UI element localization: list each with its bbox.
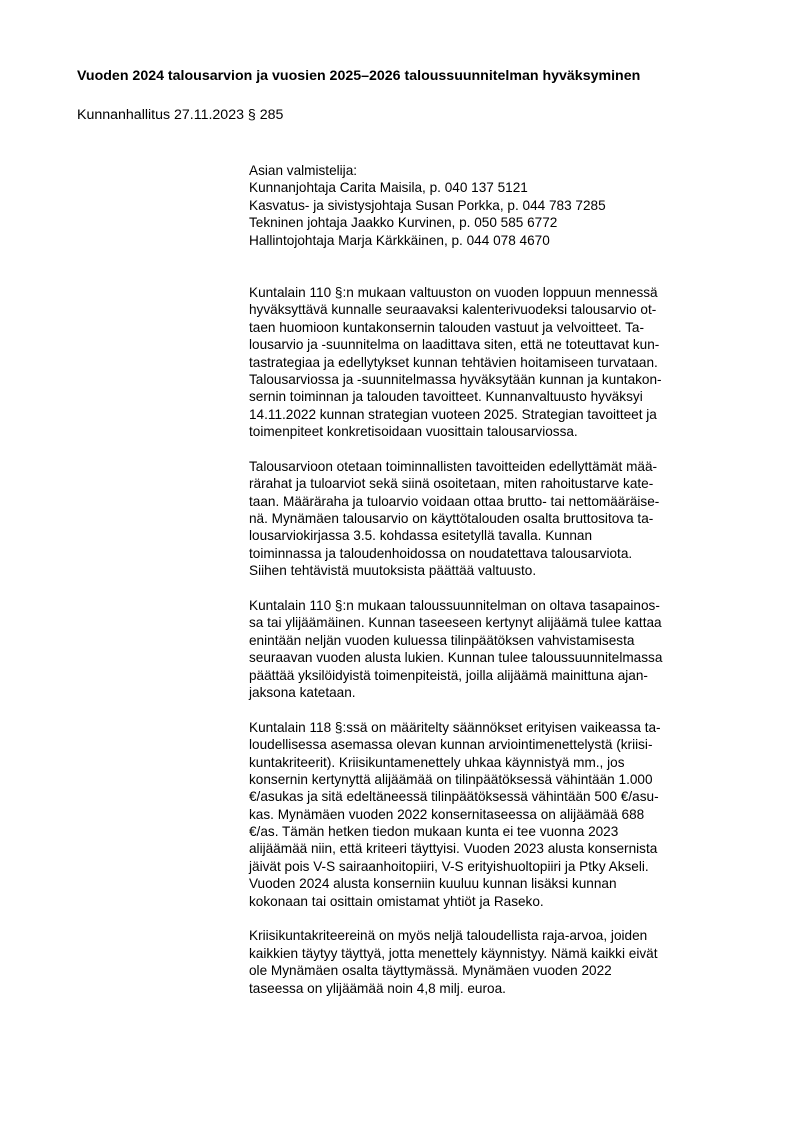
text-line: kaikkien täytyy täyttyä, jotta menettely käynnistyy. Nämä kaikki eivät xyxy=(249,945,658,961)
text-line: Vuoden 2024 alusta konserniin kuuluu kunnan lisäksi kunnan xyxy=(249,876,617,892)
spacer xyxy=(249,249,749,284)
text-line: enintään neljän vuoden kuluessa tilinpäätöksen vahvistamisesta xyxy=(249,632,635,648)
paragraph-balance xyxy=(249,597,749,701)
document-body xyxy=(249,162,749,997)
paragraph-financial-limits xyxy=(249,927,749,997)
paragraph-appropriations xyxy=(249,458,749,580)
text-line: konsernin kertynyttä alijäämää on tilinpäätöksessä vähintään 1.000 xyxy=(249,771,653,787)
preparers-heading: Asian valmistelija: xyxy=(249,163,358,178)
document-title: Vuoden 2024 talousarvion ja vuosien 2025–2026 taloussuunnitelman hyväksyminen xyxy=(77,68,641,84)
text-line: 14.11.2022 kunnan strategian vuoteen 2025. Strategian tavoitteet ja xyxy=(249,406,657,422)
paragraph-budget-obligation xyxy=(249,284,749,441)
text-line: kas. Mynämäen vuoden 2022 konsernitaseessa on alijäämää 688 xyxy=(249,806,645,822)
text-line: lousarviokirjassa 3.5. kohdassa esitetyllä tavalla. Kunnan xyxy=(249,528,593,544)
text-line: kuntakriteerit). Kriisikuntamenettely uhkaa käynnistyä mm., jos xyxy=(249,754,625,770)
text-line: taen huomioon kuntakonsernin talouden vastuut ja velvoitteet. Ta- xyxy=(249,319,644,335)
text-line: kokonaan tai osittain omistamat yhtiöt ja Raseko. xyxy=(249,893,544,909)
preparer-line: Tekninen johtaja Jaakko Kurvinen, p. 050 585 6772 xyxy=(249,215,558,231)
text-line: Kuntalain 118 §:ssä on määritelty säännökset erityisen vaikeassa ta- xyxy=(249,719,661,735)
text-line: Kuntalain 110 §:n mukaan valtuuston on vuoden loppuun mennessä xyxy=(249,284,658,300)
text-line: toimenpiteet konkretisoidaan vuosittain talousarviossa. xyxy=(249,424,578,440)
text-line: jäivät pois V-S sairaanhoitopiiri, V-S erityishuoltopiiri ja Ptky Akseli. xyxy=(249,858,649,874)
spacer xyxy=(249,701,749,718)
preparer-line: Hallintojohtaja Marja Kärkkäinen, p. 044 078 4670 xyxy=(249,232,550,248)
text-line: sa tai ylijäämäinen. Kunnan taseeseen kertynyt alijäämä tulee kattaa xyxy=(249,615,662,631)
text-line: jaksona katetaan. xyxy=(249,684,356,700)
spacer xyxy=(249,910,749,927)
text-line: rärahat ja tuloarviot sekä siinä osoitetaan, miten rahoitustarve kate- xyxy=(249,476,654,492)
text-line: €/asukas ja sitä edeltäneessä tilinpäätöksessä vähintään 500 €/asu- xyxy=(249,789,659,805)
preparer-line: Kunnanjohtaja Carita Maisila, p. 040 137 5121 xyxy=(249,180,528,196)
preparer-line: Kasvatus- ja sivistysjohtaja Susan Porkka, p. 044 783 7285 xyxy=(249,197,606,213)
text-line: ole Mynämäen osalta täyttymässä. Mynämäen vuoden 2022 xyxy=(249,963,612,979)
text-line: hyväksyttävä kunnalle seuraavaksi kalenterivuodeksi talousarvio ot- xyxy=(249,302,657,318)
text-line: lousarvio ja -suunnitelma on laadittava siten, että ne toteuttavat kun- xyxy=(249,337,660,353)
text-line: taseessa on ylijäämää noin 4,8 milj. euroa. xyxy=(249,980,506,996)
text-line: Kriisikuntakriteereinä on myös neljä taloudellista raja-arvoa, joiden xyxy=(249,928,648,944)
preparers-block xyxy=(249,162,749,249)
text-line: €/as. Tämän hetken tiedon mukaan kunta ei tee vuonna 2023 xyxy=(249,824,619,840)
paragraph-crisis-criteria xyxy=(249,719,749,910)
text-line: Kuntalain 110 §:n mukaan taloussuunnitelman on oltava tasapainos- xyxy=(249,597,660,613)
text-line: toiminnassa ja taloudenhoidossa on noudatettava talousarviota. xyxy=(249,545,633,561)
text-line: seuraavan vuoden alusta lukien. Kunnan tulee taloussuunnitelmassa xyxy=(249,650,663,666)
text-line: tastrategiaa ja edellytykset kunnan tehtävien hoitamiseen turvataan. xyxy=(249,354,658,370)
text-line: loudellisessa asemassa olevan kunnan arviointimenettelystä (kriisi- xyxy=(249,737,653,753)
spacer xyxy=(249,580,749,597)
text-line: Talousarviossa ja -suunnitelmassa hyväksytään kunnan ja kuntakon- xyxy=(249,371,662,387)
text-line: nä. Mynämäen talousarvio on käyttötalouden osalta bruttositova ta- xyxy=(249,511,654,527)
text-line: päättää yksilöidyistä toimenpiteistä, joilla alijäämä mainittuna ajan- xyxy=(249,667,648,683)
text-line: taan. Määräraha ja tuloarvio voidaan ottaa brutto- tai nettomääräise- xyxy=(249,493,660,509)
meeting-reference: Kunnanhallitus 27.11.2023 § 285 xyxy=(77,107,284,123)
spacer xyxy=(249,440,749,457)
text-line: alijäämää niin, että kriteeri täyttyisi. Vuoden 2023 alusta konsernista xyxy=(249,841,658,857)
text-line: Siihen tehtävistä muutoksista päättää valtuusto. xyxy=(249,563,537,579)
text-line: Talousarvioon otetaan toiminnallisten tavoitteiden edellyttämät mää- xyxy=(249,458,658,474)
text-line: sernin toiminnan ja talouden tavoitteet. Kunnanvaltuusto hyväksyi xyxy=(249,389,643,405)
